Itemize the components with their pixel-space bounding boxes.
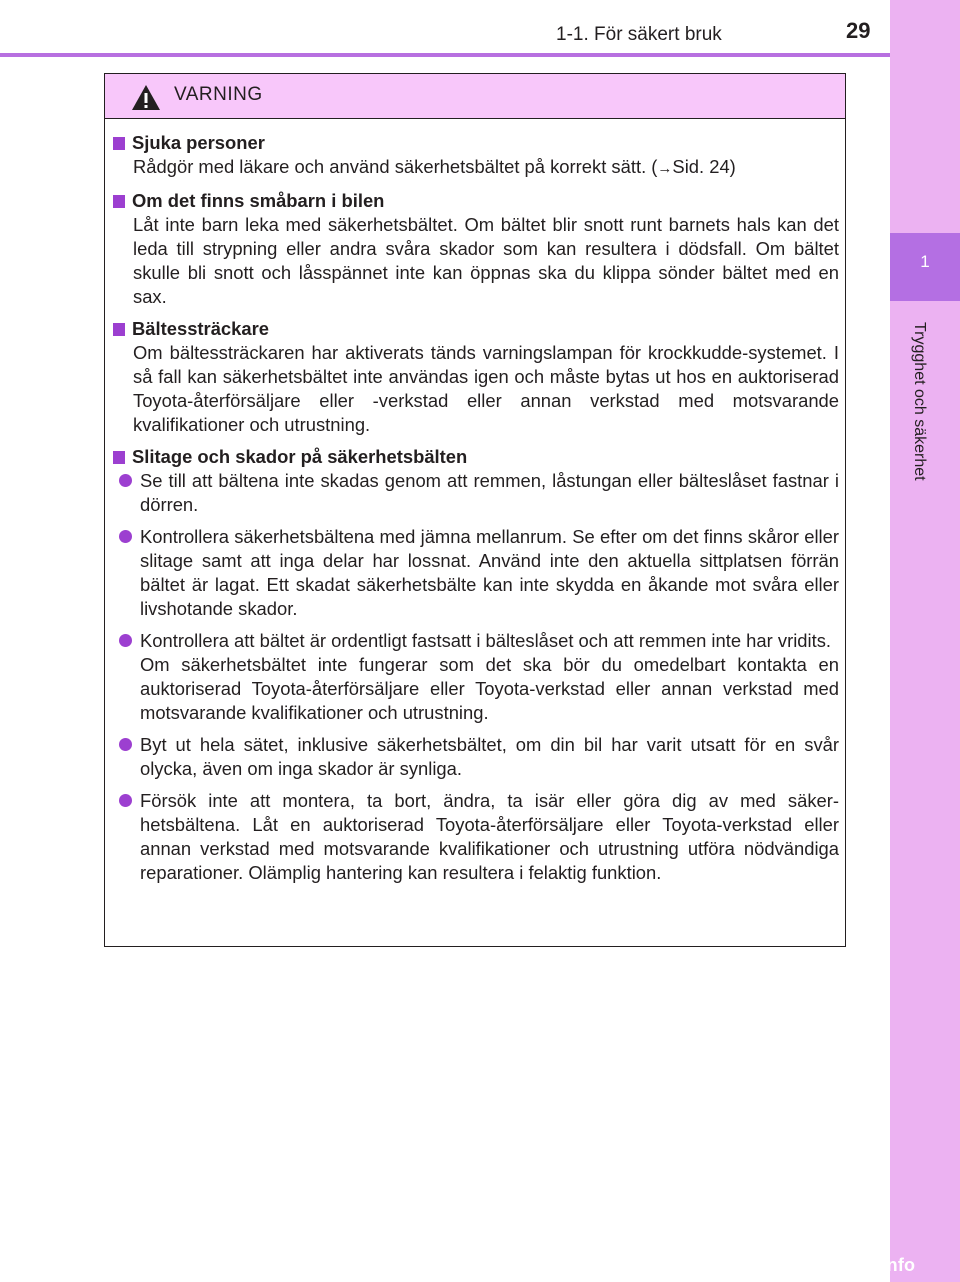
list-item: Byt ut hela sätet, inklusive säkerhetsbältet, om din bil har varit utsatt för en svår olycka, även om inga skador är synliga. (119, 733, 839, 781)
warning-label: VARNING (174, 84, 263, 105)
watermark: carmanualsonline.info (720, 1255, 916, 1275)
page-number: 29 (846, 18, 871, 43)
header-rule (0, 53, 890, 57)
topic-text: Låt inte barn leka med säkerhetsbältet. Om bältet blir snott runt barnets hals kan det leda till strypning eller andra svåra skador som kan resultera i dödsfall. Om bältet skulle bli snott och låsspännet inte kan öppnas ska du klippa sönder bältet med en sax. (133, 214, 839, 307)
chapter-number: 1 (920, 252, 930, 271)
round-bullet-icon (119, 530, 132, 543)
topic-text: Rådgör med läkare och använd säkerhetsbältet på korrekt sätt. (→Sid. 24) (133, 156, 736, 177)
round-bullet-icon (119, 794, 132, 807)
topic-sick-persons (113, 131, 839, 181)
topic-belt-wear (113, 445, 839, 885)
page-reference-link[interactable]: Sid. 24) (672, 156, 736, 177)
topic-heading: Om det finns småbarn i bilen (132, 190, 385, 211)
square-bullet-icon (113, 195, 125, 208)
square-bullet-icon (113, 323, 125, 336)
list-item: Försök inte att montera, ta bort, ändra, ta isär eller göra dig av med säker-hetsbältena. Låt en auktoriserad Toyota-återförsäljare eller Toyota-verkstad eller annan verkstad med motsvarande kvalifikationer och utrustning utföra nödvändiga reparationer. Olämplig hantering kan resultera i felaktig funktion. (119, 789, 839, 885)
topic-text: Om bältessträckaren har aktiverats tänds varningslampan för krockkudde-systemet. I så fall kan säkerhetsbältet inte användas igen och måste bytas ut hos en auktoriserad Toyota-återförsäljare eller -verkstad eller annan verkstad med motsvarande kvalifikationer och utrustning. (133, 342, 839, 435)
topic-belt-tensioner (113, 317, 839, 437)
round-bullet-icon (119, 474, 132, 487)
warning-triangle-icon (131, 84, 161, 111)
list-item: Kontrollera att bältet är ordentligt fastsatt i bälteslåset och att remmen inte har vridits. Om säkerhetsbältet inte fungerar som det ska bör du omedelbart kontakta en auktoriserad Toyota-återförsäljare eller Toyota-verkstad eller annan verkstad med motsvarande kvalifikationer och utrustning. (119, 629, 839, 725)
round-bullet-icon (119, 634, 132, 647)
square-bullet-icon (113, 451, 125, 464)
list-item: Se till att bältena inte skadas genom att remmen, låstungan eller bälteslåset fastnar i dörren. (119, 469, 839, 517)
topic-heading: Bältessträckare (132, 318, 270, 339)
section-title: 1-1. För säkert bruk (556, 24, 722, 45)
chapter-title: Trygghet och säkerhet (911, 322, 928, 481)
chapter-side-tab[interactable] (890, 0, 960, 1282)
list-item: Kontrollera säkerhetsbältena med jämna mellanrum. Se efter om det finns skåror eller slitage samt att inga delar har lossnat. Använd inte den aktuella sittplatsen förrän bältet är lagat. Ett skadat säkerhetsbälte kan inte skydda en åkande mot svåra eller livshotande skador. (119, 525, 839, 621)
square-bullet-icon (113, 137, 125, 150)
page-reference-arrow-icon: → (657, 160, 673, 177)
topic-small-children (113, 189, 839, 309)
warning-box (104, 73, 846, 947)
topic-heading: Slitage och skador på säkerhetsbälten (132, 446, 468, 467)
warning-header (105, 74, 845, 119)
warning-body (105, 119, 845, 885)
topic-heading: Sjuka personer (132, 132, 265, 153)
round-bullet-icon (119, 738, 132, 751)
